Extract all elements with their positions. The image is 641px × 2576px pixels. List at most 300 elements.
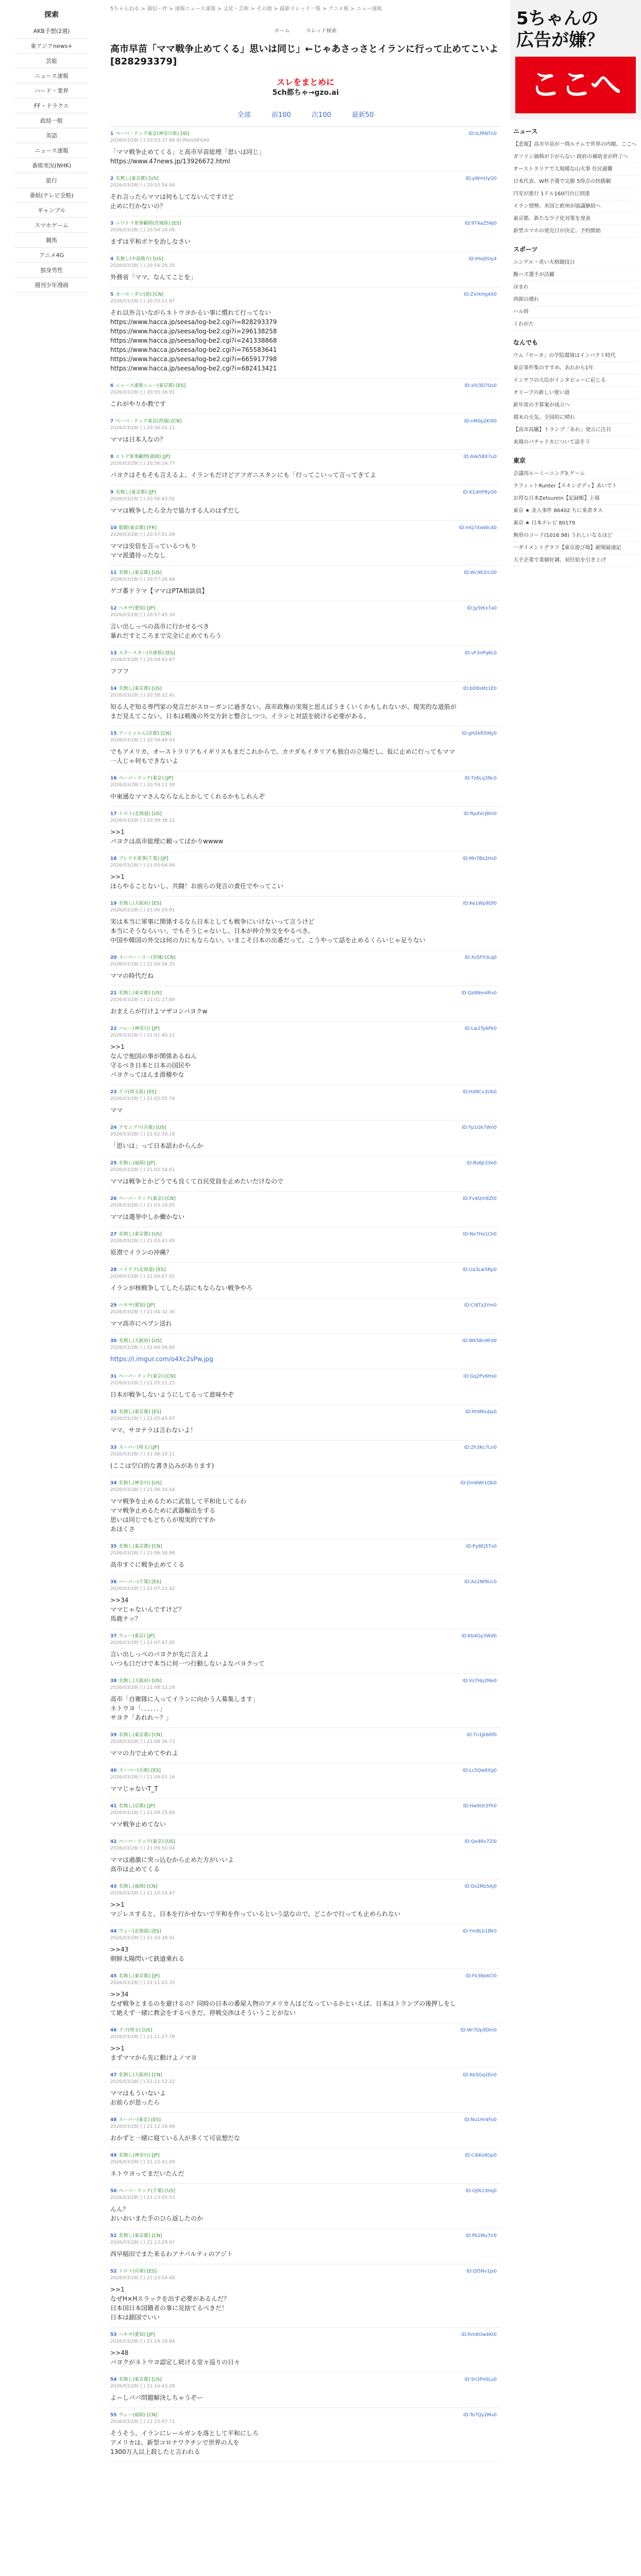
post-author: トロト(兵庫) [ES] xyxy=(119,2269,157,2274)
post-author: 名無し(大阪府) [CN] xyxy=(119,2073,162,2078)
post-date: 2026/03/28(土) 21:12:41.09 xyxy=(110,2160,175,2165)
post-number[interactable]: 47 xyxy=(110,2073,117,2078)
post xyxy=(110,1334,501,1369)
post-body: ママは戦争したら全力で協力する人のはずだし xyxy=(110,507,241,514)
hot-item[interactable]: オリーブの新しい使い道 xyxy=(513,387,638,399)
post-id[interactable]: ID:Ci6Ks8Gp0 xyxy=(465,2153,497,2158)
post-author: ペーパ・ドック(東京) [JP] xyxy=(119,776,173,781)
post-number[interactable]: 52 xyxy=(110,2269,117,2274)
post-number[interactable]: 24 xyxy=(110,1125,117,1130)
post-number[interactable]: 37 xyxy=(110,1634,117,1639)
sports-item[interactable]: ほまれ xyxy=(513,281,638,294)
pager-all[interactable]: 全部 xyxy=(237,111,251,119)
post-author: 名無し(神奈川) [US] xyxy=(119,1481,162,1486)
post-author: 名無し(東京都) [CN] xyxy=(119,1544,162,1549)
post-id[interactable]: ID:Rm8Ow4Kt0 xyxy=(461,2332,497,2337)
post-body: 「ママ戦争止めてくる」と高市早苗総理「思いは同じ」 https://www.47news.jp/13926672.html xyxy=(110,148,265,165)
post-meta xyxy=(110,1409,501,1422)
post-body[interactable]: https://i.imgur.com/o4Xc2sPw.jpg xyxy=(110,1355,213,1363)
post-id[interactable]: ID:Ne7Hx1Ck0 xyxy=(463,1232,497,1237)
post xyxy=(110,2229,501,2264)
post-id[interactable]: ID:Bs6Jr2Xe0 xyxy=(466,1161,497,1166)
post-id[interactable]: ID:tHeJ0Uy4 xyxy=(468,257,497,262)
post-id[interactable]: ID:Hw9Ut3Yh0 xyxy=(463,1804,497,1809)
hot-item[interactable]: 週末の天気、全国的に晴れ xyxy=(513,412,638,424)
post xyxy=(110,601,501,646)
sports-item[interactable]: ニンゲル・炎い火格闘技日 xyxy=(513,257,638,269)
tab-home[interactable]: ホーム xyxy=(274,28,290,34)
news-item[interactable]: オーストラリアで大規模な山火事 住民避難 xyxy=(513,163,638,176)
sidebar-nav-item[interactable]: 週刊少年漫画 xyxy=(14,278,89,293)
post-meta xyxy=(110,525,501,538)
post-date: 2026/03/28(土) 21:07:47.85 xyxy=(110,1640,175,1646)
trend-item[interactable]: 大手企業で業績好調、初任給を引き上げ xyxy=(513,554,638,567)
post-number[interactable]: 14 xyxy=(110,686,117,691)
post-id[interactable]: ID:Oj9Lt3Hq0 xyxy=(465,2189,497,2194)
post-author: 名無し(東京都) [US] xyxy=(115,176,159,181)
post-id[interactable]: ID:Fk3Ns6Cl0 xyxy=(465,1974,497,1979)
sidebar-nav-item[interactable]: 競馬 xyxy=(14,233,89,248)
post-author: ヘキサ(愛知) [JP] xyxy=(119,2332,155,2337)
post-id[interactable]: ID:Ax2Nf9Uc0 xyxy=(464,1580,497,1585)
post-body: んん？ おいおいまた手のひら返したのか xyxy=(110,2206,204,2222)
post-number[interactable]: 4 xyxy=(110,257,114,262)
post-number[interactable]: 49 xyxy=(110,2153,117,2158)
post-date: 2026/03/28(土) 21:00:56.35 xyxy=(110,962,175,967)
post-author: 名無し(東京都) [CN] xyxy=(119,2233,162,2239)
post-meta xyxy=(110,1480,501,1494)
post-id[interactable]: ID:Wc9E2rL00 xyxy=(464,570,497,575)
trend-item[interactable]: ラフィットRunter【スキンボディ】あいでト xyxy=(513,480,638,493)
sidebar-nav-item[interactable]: 政経一般 xyxy=(14,113,89,128)
post-author: ペーパ・ドック(東京) [CN] xyxy=(119,1196,176,1201)
tab-thread-search[interactable]: スレッド検索 xyxy=(306,28,337,34)
news-item[interactable]: ガソリン価格が下がらない 政府の補助金が終了へ xyxy=(513,151,638,163)
post-date: 2026/03/28(土) 21:06:10.11 xyxy=(110,1452,175,1457)
post-author: 名無し(東京都) [CN] xyxy=(119,1733,162,1738)
post-meta xyxy=(110,1678,501,1691)
post-number[interactable]: 53 xyxy=(110,2332,117,2337)
post-number[interactable]: 30 xyxy=(110,1338,117,1344)
sidebar-nav-item[interactable]: 番組(テレビ全般) xyxy=(14,188,89,203)
post-author: 名無し(東京都) [US] xyxy=(119,1232,162,1237)
post-number[interactable]: 36 xyxy=(110,1580,117,1585)
post-date: 2026/03/28(土) 21:14:18.84 xyxy=(110,2339,175,2344)
post-number[interactable]: 31 xyxy=(110,1374,117,1379)
news-item[interactable]: 新型スマホの発売日が決定、予約開始 xyxy=(513,225,638,238)
post-number[interactable]: 45 xyxy=(110,1974,117,1979)
post-number[interactable]: 20 xyxy=(110,955,117,960)
post-id[interactable]: ID:Lc5Qw8Xg0 xyxy=(462,1768,497,1773)
post-meta xyxy=(110,1026,501,1039)
post xyxy=(110,682,501,726)
post-body: よーしパパ問題解決しちゃうぞー xyxy=(110,2394,204,2401)
post-number[interactable]: 43 xyxy=(110,1884,117,1889)
post-id[interactable]: ID:Qe4Rv7Zi0 xyxy=(464,1839,497,1844)
breadcrumb[interactable]: 5ちゃんねる > 通信・IT > 速報ニュース速報 > 文化・芸術 > その他 > 最新スレッド一覧 > アニメ板 > ニュー速板 xyxy=(110,6,382,12)
post-number[interactable]: 33 xyxy=(110,1445,117,1450)
post xyxy=(110,485,501,521)
post-date: 2026/03/28(土) 20:58:49.03 xyxy=(110,738,175,743)
post-meta xyxy=(110,1579,501,1592)
thread-title: 高市早苗「ママ戦争止めてくる」思いは同じ」←じゃあさっさとイランに行って止めてこいよ [828293379] xyxy=(110,44,499,67)
post-author: ウェー(北海道) [ES] xyxy=(119,1929,161,1934)
trend-item[interactable]: 一ダイメントグラフ【東京遊び場】新聞最速記 xyxy=(513,542,638,554)
post-number[interactable]: 22 xyxy=(110,1026,117,1031)
post-date: 2026/03/28(土) 21:13:29.97 xyxy=(110,2240,175,2245)
sidebar-nav-item[interactable]: ハード・業界 xyxy=(14,83,89,98)
post-number[interactable]: 8 xyxy=(110,454,114,460)
post-body: >>1 なぜH×Hスラックを出す必要があるんだ？ 日本国日本国籍者の事に見捨てるべきだ！ 日本は鎖国でいい xyxy=(110,2286,230,2321)
sidebar-nav-item[interactable]: 独身男性 xyxy=(14,263,89,278)
post xyxy=(110,1764,501,1799)
post-id[interactable]: ID:tLfRNTn0 xyxy=(468,131,497,137)
post-meta xyxy=(110,1196,501,1209)
post-id[interactable]: ID:Nu1Hr4Fo0 xyxy=(464,2117,497,2123)
post-id[interactable]: ID:mQ7XwWc40 xyxy=(459,526,497,531)
news-item[interactable]: 日本代表、W杯予選で完勝 5得点の快勝劇 xyxy=(513,176,638,188)
sports-item[interactable]: 腕ハズ選手が活躍 xyxy=(513,269,638,281)
post-author: 名無し(福岡) [JP] xyxy=(119,1161,155,1166)
post-author: ハイテク(北海道) [ES] xyxy=(119,1267,166,1273)
news-item[interactable]: イラン情勢、米国と欧州が協議継続へ xyxy=(513,200,638,213)
post-number[interactable]: 55 xyxy=(110,2413,117,2418)
news-item[interactable]: 東京都、新たな少子化対策を発表 xyxy=(513,213,638,225)
post-date: 2026/03/28(土) 21:12:16.66 xyxy=(110,2124,175,2129)
post-id[interactable]: ID:nM0p2Kl90 xyxy=(464,419,497,424)
post-meta xyxy=(110,1928,501,1942)
post-date: 2026/03/28(土) 20:55:11.87 xyxy=(110,299,175,304)
post-meta xyxy=(110,605,501,619)
post-meta xyxy=(110,775,501,789)
post-author: ペーパ・ドック(東京) [US] xyxy=(119,1839,175,1844)
post-id[interactable]: ID:Xs5Fh3Lq0 xyxy=(464,955,497,960)
post xyxy=(110,1121,501,1156)
sidebar-nav-item[interactable]: 番組実況(NHK) xyxy=(14,158,89,173)
post-date: 2026/03/28(土) 20:58:22.41 xyxy=(110,693,175,698)
post-number[interactable]: 50 xyxy=(110,2189,117,2194)
post-date: 2026/03/28(土) 21:08:36.73 xyxy=(110,1739,175,1744)
post xyxy=(110,2148,501,2184)
post-author: スーパー・リー(宮城) [CN] xyxy=(119,955,176,960)
post-id[interactable]: ID:Tz6Lq3Nc0 xyxy=(464,776,497,781)
post-number[interactable]: 21 xyxy=(110,991,117,996)
post-meta xyxy=(110,856,501,869)
post-id[interactable]: ID:Ym8Lb1Bk0 xyxy=(462,1929,497,1934)
post-id[interactable]: ID:Py8Ej5Tv0 xyxy=(466,1544,497,1549)
post-number[interactable]: 34 xyxy=(110,1481,117,1486)
hot-heading: なんでも xyxy=(513,339,538,346)
post xyxy=(110,896,501,951)
post-id[interactable]: ID:Wr7Dp9Dm0 xyxy=(460,2028,497,2033)
post-meta xyxy=(110,1338,501,1351)
sidebar-nav-item[interactable]: 東アジアnews+ xyxy=(14,39,89,54)
promo-line-1: スレをまとめに xyxy=(276,77,334,87)
post-number[interactable]: 39 xyxy=(110,1733,117,1738)
post-body: 日本が戦争しないようにしてるって意味やぞ xyxy=(110,1391,234,1398)
post-number[interactable]: 13 xyxy=(110,651,117,656)
news-item[interactable]: 【悲報】高市早苗が一問ルテムで世界の内閣、ここへ xyxy=(513,139,638,151)
post-number[interactable]: 7 xyxy=(110,419,114,424)
promo-line-2[interactable]: 5ch都ちゃ→gzo.ai xyxy=(272,89,339,97)
post-meta xyxy=(110,2188,501,2201)
post-body: 西早稲田でまた来るわアナパルティのアジト xyxy=(110,2250,233,2258)
post-date: 2026/03/28(土) 20:55:38.91 xyxy=(110,390,175,395)
post-id[interactable]: ID:Hd9Cv3Ub0 xyxy=(462,1090,497,1095)
post-body: >>1 まずママから先に動けよノマヨ xyxy=(110,2045,197,2061)
post-number[interactable]: 35 xyxy=(110,1544,117,1549)
post-meta xyxy=(110,292,501,305)
post-id[interactable]: ID:9T4aZ5Nj0 xyxy=(465,221,497,226)
post-number[interactable]: 17 xyxy=(110,811,117,817)
post-id[interactable]: ID:vF3nPq6L0 xyxy=(464,651,497,656)
post-number[interactable]: 18 xyxy=(110,856,117,861)
post-meta xyxy=(110,1445,501,1458)
pager-latest-50[interactable]: 最新50 xyxy=(351,111,374,119)
post-meta xyxy=(110,256,501,269)
post-author: スーパー(埼玉) [JP] xyxy=(119,1445,159,1450)
post-id[interactable]: ID:ZVrkHg4X0 xyxy=(464,292,497,297)
hot-item[interactable]: 東京事件集のすすめ、あれから1年 xyxy=(513,362,638,375)
ad-banner[interactable] xyxy=(510,0,641,120)
post xyxy=(110,216,501,252)
sidebar-nav-item[interactable]: ニュース速報 xyxy=(14,143,89,158)
post-date: 2026/03/28(土) 21:04:56.80 xyxy=(110,1345,175,1350)
sports-item[interactable]: くわがた xyxy=(513,318,638,331)
post-number[interactable]: 40 xyxy=(110,1768,117,1773)
post-meta xyxy=(110,1231,501,1245)
post-author: ブレアネ軍事(千葉) [JP] xyxy=(119,856,168,861)
trend-item[interactable]: お得な日本Zetsurein【記録帳】上場 xyxy=(513,493,638,505)
post xyxy=(110,1728,501,1764)
post-meta xyxy=(110,2377,501,2390)
post-body: ネトウヨってまだいたんだ xyxy=(110,2170,184,2177)
post-id[interactable]: ID:Ab5Gq2En0 xyxy=(463,2073,497,2078)
post-id[interactable]: ID:K1dHP8yQ0 xyxy=(462,490,497,495)
post-number[interactable]: 32 xyxy=(110,1410,117,1415)
ad-line-1: 5ちゃんの xyxy=(516,8,599,29)
post-id[interactable]: ID:Ds2Mz5Aj0 xyxy=(464,1884,497,1889)
post-number[interactable]: 11 xyxy=(110,570,117,575)
post-date: 2026/03/28(土) 21:14:43.28 xyxy=(110,2384,175,2389)
post-author: 名無し(中部地方) [US] xyxy=(115,257,163,262)
post-number[interactable]: 3 xyxy=(110,221,114,226)
post-id[interactable]: ID:Rp4VcJ8m0 xyxy=(463,811,497,817)
post-meta xyxy=(110,990,501,1004)
post xyxy=(110,1879,501,1924)
trend-item[interactable]: 無形のコード(1016.98) うれしいなるほど xyxy=(513,530,638,542)
promo-banner[interactable] xyxy=(110,73,501,102)
search-tabs xyxy=(110,14,501,40)
post-body: >>34 なぜ戦争とまるのを避けるの？同時の日本の番屋人物のアメリカ人ほどなっているかといえば、日本はトランプの後押しをして絶えず一緒に教会をするべきだ、停戦交渉はそういうことがない xyxy=(110,1991,457,2016)
post-number[interactable]: 41 xyxy=(110,1804,117,1809)
sidebar-nav-item[interactable]: ギャンブル xyxy=(14,203,89,218)
post-date: 2026/03/28(土) 21:13:54.40 xyxy=(110,2276,175,2281)
post xyxy=(110,1156,501,1192)
post-number[interactable]: 42 xyxy=(110,1839,117,1844)
post-author: ペーパ・ドック(千葉) [US] xyxy=(119,2189,175,2194)
post-id[interactable]: ID:To7Qy2Mv0 xyxy=(463,2413,497,2418)
post-id[interactable]: ID:Ql5Nv1Js0 xyxy=(466,2269,497,2274)
post-id[interactable]: ID:Qz8Nm4Rv0 xyxy=(461,991,497,996)
post-body: 外務省「ママ、なんてことを」 xyxy=(110,274,197,281)
post-number[interactable]: 48 xyxy=(110,2117,117,2123)
sidebar-nav-item[interactable]: 芸能 xyxy=(14,54,89,69)
sports-item[interactable]: ハル時 xyxy=(513,306,638,318)
post xyxy=(110,807,501,852)
post-number[interactable]: 28 xyxy=(110,1267,117,1273)
post-number[interactable]: 54 xyxy=(110,2377,117,2382)
post-number[interactable]: 44 xyxy=(110,1929,117,1934)
post-id[interactable]: ID:Pk2Mu7Ir0 xyxy=(465,2233,497,2239)
post-number[interactable]: 1 xyxy=(110,131,114,137)
post-id[interactable]: ID:Wk5Bn9Fd0 xyxy=(462,1338,497,1344)
post-meta xyxy=(110,1732,501,1745)
post-id[interactable]: ID:xlV3D7Qs0 xyxy=(464,383,497,388)
hot-item[interactable]: インヤフの大臣がインタビューに応じる xyxy=(513,375,638,387)
post-id[interactable]: ID:Ci8Tz2Ym0 xyxy=(464,1303,497,1308)
post xyxy=(110,172,501,216)
post-body: ママ、サヨナラは言わないよ！ xyxy=(110,1427,197,1434)
news-item[interactable]: 円安が進行 1ドル160円台に到達 xyxy=(513,188,638,200)
sports-item[interactable]: 西郎の壊れ xyxy=(513,294,638,306)
post-number[interactable]: 6 xyxy=(110,383,114,388)
post xyxy=(110,2328,501,2372)
post-id[interactable]: ID:Mn7Bx2Hs0 xyxy=(462,856,497,861)
post-id[interactable]: ID:Rt9Mx4Ja0 xyxy=(465,1410,497,1415)
post-id[interactable]: ID:Lw2Ty6Pk0 xyxy=(464,1026,497,1031)
post-number[interactable]: 29 xyxy=(110,1303,117,1308)
sidebar-nav-item[interactable]: AKB予想(2週) xyxy=(14,24,89,39)
sidebar-nav-item[interactable]: 旅行 xyxy=(14,173,89,188)
post-author: 名無し(京都) [JP] xyxy=(119,1804,155,1809)
post xyxy=(110,1085,501,1121)
sidebar-nav-item[interactable]: ニュース速報 xyxy=(14,69,89,83)
post xyxy=(110,646,501,682)
post-date: 2026/03/28(土) 21:06:34.54 xyxy=(110,1487,175,1493)
post-number[interactable]: 23 xyxy=(110,1090,117,1095)
post-id[interactable]: ID:yWmUyQ0 xyxy=(465,176,497,181)
post-number[interactable]: 12 xyxy=(110,606,117,611)
post-body: そうそう、イランにレールガンを落として平和にしろ アメリカは、新型コロナワクチンで世界の人を 1300万人以上殺したと言われる xyxy=(110,2430,259,2455)
post-id[interactable]: ID:Gq2Pv6Hs0 xyxy=(463,1374,497,1379)
pager-prev-100[interactable]: 前100 xyxy=(271,111,291,119)
post-meta xyxy=(110,1803,501,1817)
post xyxy=(110,252,501,287)
ad-line-3: ここへ xyxy=(515,57,636,113)
post-id[interactable]: ID:Vs7Hp2Me0 xyxy=(462,1679,497,1684)
post-id[interactable]: ID:Ke1Wp9Df0 xyxy=(463,901,497,906)
post-number[interactable]: 46 xyxy=(110,2028,117,2033)
post-number[interactable]: 25 xyxy=(110,1161,117,1166)
post xyxy=(110,1575,501,1629)
post-body: >>34 ママじゃないんですけど？ 馬鹿ナッ？ xyxy=(110,1597,185,1622)
post xyxy=(110,951,501,986)
trend-item[interactable]: 東京 ★ 美人事件 86402 ちに奏者タス xyxy=(513,505,638,517)
post-id[interactable]: ID:AVe5BX7u0 xyxy=(463,454,497,460)
post xyxy=(110,2023,501,2068)
post-id[interactable]: ID:bD8sMz1E0 xyxy=(463,686,497,691)
hot-item[interactable]: 来週のパチャドカについて話そう xyxy=(513,436,638,449)
post-author: 名無し(神奈川) [JP] xyxy=(119,2153,160,2158)
post xyxy=(110,1369,501,1405)
news-list xyxy=(513,139,638,238)
post-id[interactable]: ID:Tn1Jk6Rf0 xyxy=(466,1733,497,1738)
post-body: ママは安倍を言っているつもり ママ派遣待ったなし xyxy=(110,543,197,559)
post-id[interactable]: ID:Ua3Lw5Rp0 xyxy=(462,1267,497,1273)
hot-section xyxy=(510,331,641,449)
post-id[interactable]: ID:gH2kR5Wy0 xyxy=(462,731,497,736)
post-date: 2026/03/28(土) 20:53:37.86 ID:Rkm0lF6A0 xyxy=(110,138,210,143)
post-number[interactable]: 9 xyxy=(110,490,114,495)
trend-item[interactable]: 会議用ルーミーニング3.ゲーム xyxy=(513,468,638,480)
post xyxy=(110,2408,501,2462)
post-number[interactable]: 19 xyxy=(110,901,117,906)
pager xyxy=(110,102,501,127)
post-author: ペーパ・ドック東京(神奈川県) [ID] xyxy=(115,131,189,137)
post-author: ウェー(東京) [JP] xyxy=(119,1634,155,1639)
post-id[interactable]: ID:Sn3Px6Lu0 xyxy=(464,2377,497,2382)
hot-item[interactable]: 【高市高騰】トランプ「あれ」発言に注目 xyxy=(513,424,638,436)
post-author: ペーパ・ドック東京(茨城) [CN] xyxy=(115,419,182,424)
post xyxy=(110,2264,501,2328)
post-body: ママは過激に突っ込むから止めた方がいいよ 高市は止めてくる xyxy=(110,1856,234,1873)
post-date: 2026/03/28(土) 21:11:27.78 xyxy=(110,2035,175,2040)
post-meta xyxy=(110,1839,501,1852)
hot-item[interactable]: 新年度の予算案が成立へ xyxy=(513,399,638,412)
post-number[interactable]: 5 xyxy=(110,292,114,297)
post-number[interactable]: 27 xyxy=(110,1232,117,1237)
post-number[interactable]: 38 xyxy=(110,1679,117,1684)
post-id[interactable]: ID:Yp1Gk7Wn0 xyxy=(462,1125,497,1130)
post-id[interactable]: ID:Kb4Gy3Wd0 xyxy=(461,1634,497,1639)
sidebar-nav-item[interactable]: アニメ4G xyxy=(14,248,89,263)
post-body: ママ xyxy=(110,1107,123,1114)
post-number[interactable]: 2 xyxy=(110,176,114,181)
post-meta xyxy=(110,1768,501,1781)
hot-item[interactable]: ウム『セーカ」の学院環境はインパクト時代 xyxy=(513,350,638,362)
post-body: >>1 なんで他国の事が関係あるねん 守るべき日本と日本の国民や パヨクってほんま滑稽やな xyxy=(110,1043,197,1078)
post xyxy=(110,2113,501,2148)
sidebar-nav-item[interactable]: FF・ドラクエ xyxy=(14,98,89,113)
post-author: ニュース速報ニュー(東京都) [ES] xyxy=(115,383,186,388)
sidebar-nav-item[interactable]: スマホゲーム xyxy=(14,218,89,233)
post-author: 名無し(東京都) [ES] xyxy=(119,1410,161,1415)
post-body: ママじゃないT_T xyxy=(110,1785,158,1792)
post xyxy=(110,1405,501,1440)
post-number[interactable]: 10 xyxy=(110,526,117,531)
sidebar-nav-item[interactable]: 英語 xyxy=(14,128,89,143)
trend-item[interactable]: 東京 ★ 日本テレビ 80179 xyxy=(513,517,638,530)
post-id[interactable]: ID:Dm6Wr1Qb0 xyxy=(460,1481,497,1486)
post-meta xyxy=(110,176,501,189)
post-id[interactable]: ID:Zh3Kc7Ln0 xyxy=(464,1445,497,1450)
post-date: 2026/03/28(土) 20:57:26.64 xyxy=(110,577,175,582)
post-meta xyxy=(110,1544,501,1557)
pager-next-100[interactable]: 次100 xyxy=(311,111,331,119)
post-number[interactable]: 26 xyxy=(110,1196,117,1201)
post-id[interactable]: ID:Fv4Qm8Zt0 xyxy=(463,1196,497,1201)
post-number[interactable]: 16 xyxy=(110,776,117,781)
post-number[interactable]: 51 xyxy=(110,2233,117,2239)
post-author: 名無し(大阪府) [ES] xyxy=(119,901,161,906)
post-date: 2026/03/28(土) 21:00:29.91 xyxy=(110,908,175,913)
post-meta xyxy=(110,2027,501,2041)
post-date: 2026/03/28(土) 21:06:58.98 xyxy=(110,1551,175,1556)
post xyxy=(110,1227,501,1263)
post-id[interactable]: ID:Jy5tKx7a0 xyxy=(466,606,497,611)
post-number[interactable]: 15 xyxy=(110,731,117,736)
